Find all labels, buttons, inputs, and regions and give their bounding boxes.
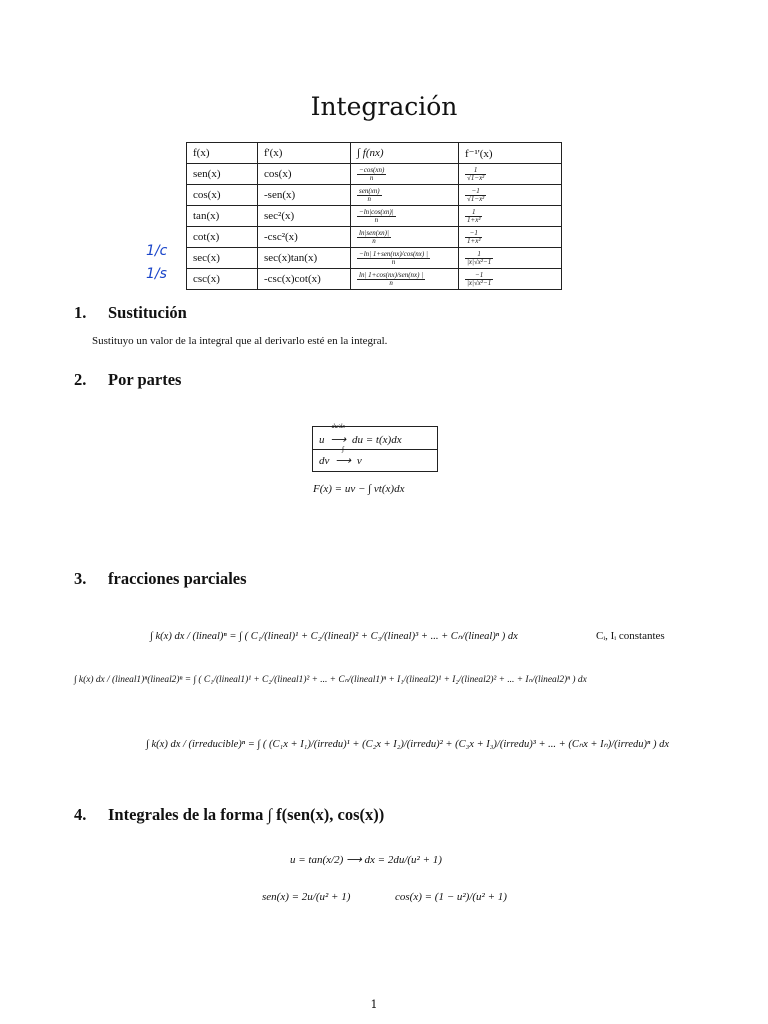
integral-numerator: −ln| 1+sen(nx)/cos(nx) | <box>359 249 428 258</box>
integral-denominator: n <box>372 236 376 245</box>
function-cell: sec(x) <box>187 248 258 269</box>
parts-row-2 <box>319 445 362 467</box>
function-cell: csc(x) <box>187 269 258 290</box>
inverse-derivative-cell <box>459 227 562 248</box>
sen-formula: sen(x) = 2u/(u² + 1) <box>262 891 351 903</box>
partial-fractions-formula-1: ∫ k(x) dx / (lineal)ⁿ = ∫ ( C₁/(lineal)¹ + C₂/(lineal)² + C₃/(lineal)³ + ... + Cₙ/(lineal)ⁿ ) dx <box>150 631 518 642</box>
table-row <box>187 185 562 206</box>
page-number: 1 <box>370 998 378 1011</box>
derivative-cell: -sen(x) <box>258 185 351 206</box>
integral-numerator: −cos(xn) <box>359 165 385 174</box>
integral-fraction <box>357 188 382 203</box>
inverse-derivative-cell <box>459 248 562 269</box>
arrow-icon: du/dx ⟶ <box>327 433 349 446</box>
function-cell: sen(x) <box>187 164 258 185</box>
derivative-cell: sec(x)tan(x) <box>258 248 351 269</box>
inverse-fraction <box>465 251 493 266</box>
section-title: Sustitución <box>108 303 187 322</box>
integral-fraction <box>357 209 396 224</box>
cos-formula: cos(x) = (1 − u²)/(u² + 1) <box>395 891 507 903</box>
section-1-text: Sustituyo un valor de la integral que al derivarlo esté en la integral. <box>92 335 388 347</box>
integral-numerator: −ln|cos(xn)| <box>359 207 394 216</box>
inverse-fraction <box>465 188 486 203</box>
derivatives-table <box>186 142 562 290</box>
inverse-numerator: −1 <box>465 188 486 196</box>
arrow-label: ∫ <box>342 445 345 453</box>
table-header-row <box>187 143 562 164</box>
handwritten-note: 1/c <box>146 243 168 259</box>
integral-cell <box>351 269 459 290</box>
inverse-numerator: −1 <box>465 272 493 280</box>
integral-denominator: n <box>369 173 374 182</box>
integral-denominator: n <box>391 257 396 266</box>
section-title: Por partes <box>108 370 182 389</box>
integral-fraction <box>357 230 391 245</box>
page-title: Integración <box>310 92 458 121</box>
table-header: f⁻¹'(x) <box>459 143 562 164</box>
inverse-fraction <box>465 209 482 224</box>
section-heading-2 <box>74 370 181 390</box>
inverse-derivative-cell <box>459 185 562 206</box>
section-heading-1 <box>74 303 187 323</box>
integral-cell <box>351 206 459 227</box>
inverse-denominator: 1+x² <box>467 215 481 224</box>
integral-denominator: n <box>367 194 372 203</box>
inverse-numerator: −1 <box>465 230 482 238</box>
constants-note: Cᵢ, Iᵢ constantes <box>596 630 665 642</box>
function-cell: tan(x) <box>187 206 258 227</box>
inverse-numerator: 1 <box>465 209 482 217</box>
integral-cell <box>351 227 459 248</box>
integral-numerator: sen(xn) <box>359 186 380 195</box>
section-number: 4. <box>74 805 87 824</box>
inverse-denominator: |x|√x²−1 <box>467 257 492 266</box>
section-title: fracciones parciales <box>108 569 247 588</box>
parts-formula: F(x) = uv − ∫ vt(x)dx <box>313 483 405 495</box>
derivative-cell: -csc²(x) <box>258 227 351 248</box>
integral-fraction <box>357 251 430 266</box>
inverse-derivative-cell <box>459 206 562 227</box>
table-row <box>187 248 562 269</box>
inverse-derivative-cell <box>459 164 562 185</box>
inverse-numerator: 1 <box>465 167 486 175</box>
integral-fraction <box>357 272 425 287</box>
partial-fractions-formula-3: ∫ k(x) dx / (irreducible)ⁿ = ∫ ( (C₁x + I₁)/(irredu)¹ + (C₂x + I₂)/(irredu)² + (C₃x + I₃)/(irredu)³ + ... + (Cₙx + Iₙ)/(irredu)ⁿ ) dx <box>146 739 669 750</box>
integral-denominator: n <box>389 278 393 287</box>
inverse-fraction <box>465 272 493 287</box>
table-row <box>187 227 562 248</box>
weierstrass-substitution: u = tan(x/2) ⟶ dx = 2du/(u² + 1) <box>290 854 442 866</box>
table-header: ∫ f(nx) <box>351 143 459 164</box>
table-row <box>187 269 562 290</box>
parts-dv: dv <box>319 455 330 467</box>
inverse-fraction <box>465 167 486 182</box>
function-cell: cot(x) <box>187 227 258 248</box>
section-number: 1. <box>74 303 87 322</box>
arrow-label: du/dx <box>331 424 345 430</box>
table-header: f(x) <box>187 143 258 164</box>
parts-du: du = t(x)dx <box>352 434 402 446</box>
inverse-denominator: 1+x² <box>467 236 481 245</box>
integral-cell <box>351 248 459 269</box>
parts-box <box>312 426 438 472</box>
inverse-numerator: 1 <box>465 251 493 259</box>
function-cell: cos(x) <box>187 185 258 206</box>
derivative-cell: sec²(x) <box>258 206 351 227</box>
inverse-derivative-cell <box>459 269 562 290</box>
section-title: Integrales de la forma ∫ f(sen(x), cos(x)) <box>108 805 385 824</box>
integral-denominator: n <box>374 215 379 224</box>
integral-cell <box>351 185 459 206</box>
derivative-cell: cos(x) <box>258 164 351 185</box>
derivative-cell: -csc(x)cot(x) <box>258 269 351 290</box>
section-heading-4 <box>74 805 384 825</box>
inverse-denominator: √1−x² <box>467 194 485 203</box>
integral-numerator: ln| 1+cos(nx)/sen(nx) | <box>359 270 424 279</box>
integral-numerator: ln|sen(xn)| <box>359 228 389 237</box>
table-row <box>187 164 562 185</box>
partial-fractions-formula-2: ∫ k(x) dx / (lineal1)ⁿ(lineal2)ⁿ = ∫ ( C₁/(lineal1)¹ + C₂/(lineal1)² + ... + Cₙ/(lineal1)ⁿ + I₁/(lineal2)¹ + I₂/(lineal2)² + ... + Iₙ/(lineal2)ⁿ ) dx <box>74 675 587 685</box>
section-heading-3 <box>74 569 247 589</box>
section-number: 2. <box>74 370 87 389</box>
parts-u: u <box>319 434 325 446</box>
section-number: 3. <box>74 569 87 588</box>
inverse-denominator: |x|√x²−1 <box>467 278 492 287</box>
parts-v: v <box>356 455 362 467</box>
integral-fraction <box>357 167 386 182</box>
integral-cell <box>351 164 459 185</box>
table-row <box>187 206 562 227</box>
inverse-fraction <box>465 230 482 245</box>
arrow-icon: ∫ ⟶ <box>332 454 354 467</box>
handwritten-note: 1/s <box>146 266 167 282</box>
table-header: f'(x) <box>258 143 351 164</box>
inverse-denominator: √1−x² <box>467 173 485 182</box>
